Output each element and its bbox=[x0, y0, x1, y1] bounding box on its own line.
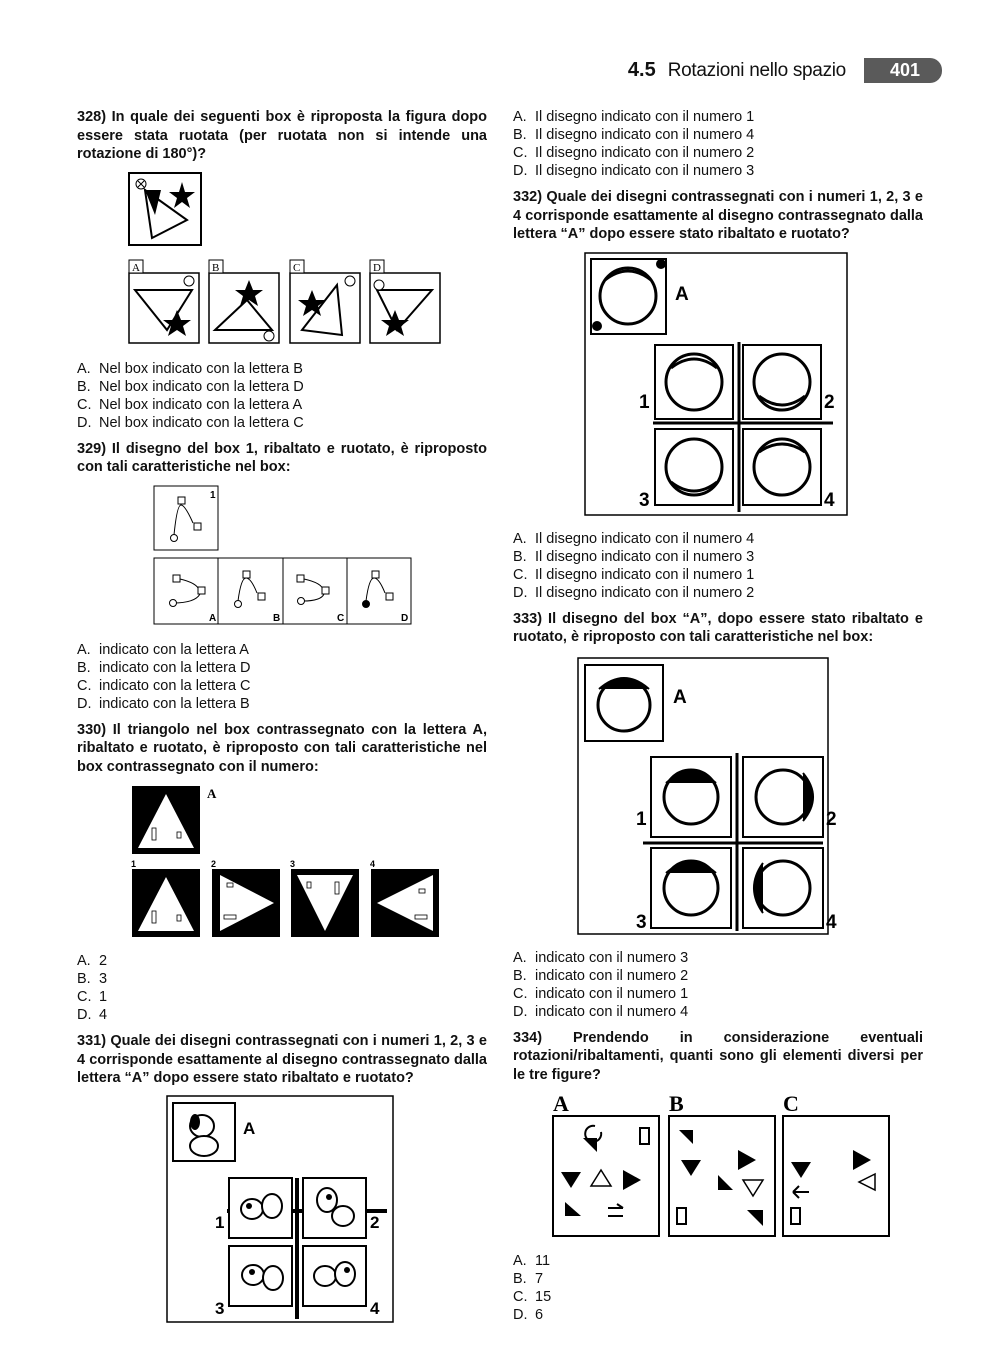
label-3: 3 bbox=[639, 489, 650, 511]
reference-box bbox=[129, 173, 201, 245]
option-b[interactable]: B. indicato con la lettera D bbox=[77, 659, 251, 676]
option-d[interactable]: D. 4 bbox=[77, 1007, 108, 1023]
ref-label: 1 bbox=[210, 489, 216, 501]
drawing-4 bbox=[303, 1246, 366, 1306]
figure-b bbox=[669, 1091, 775, 1236]
box-label-a: A bbox=[209, 612, 217, 624]
section-title: Rotazioni nello spazio bbox=[667, 59, 846, 81]
option-a[interactable]: A. 11 bbox=[513, 1253, 551, 1269]
option-b[interactable]: B. 3 bbox=[77, 971, 108, 987]
label-4: 4 bbox=[824, 489, 835, 511]
box-label-a: A bbox=[132, 261, 140, 274]
drawing-1 bbox=[229, 1178, 292, 1238]
box-label-c: C bbox=[293, 261, 301, 274]
option-b[interactable]: B. Il disegno indicato con il numero 3 bbox=[513, 548, 755, 565]
box-label-2: 2 bbox=[211, 859, 217, 869]
label-1: 1 bbox=[636, 808, 647, 830]
drawing-2 bbox=[743, 345, 821, 419]
option-a[interactable]: A. indicato con la lettera A bbox=[77, 641, 249, 658]
question-333-figure bbox=[513, 653, 923, 939]
box-label-c: C bbox=[337, 612, 345, 624]
option-b[interactable]: B. 7 bbox=[513, 1271, 544, 1287]
option-c[interactable]: C. 1 bbox=[77, 989, 108, 1005]
option-a[interactable]: A. Nel box indicato con la lettera B bbox=[77, 360, 303, 377]
option-d[interactable]: D. 6 bbox=[513, 1307, 544, 1323]
option-c[interactable]: C. Il disegno indicato con il numero 2 bbox=[513, 145, 755, 161]
ref-label: A bbox=[673, 686, 687, 708]
question-329-options bbox=[77, 641, 487, 713]
option-c[interactable]: C. Il disegno indicato con il numero 1 bbox=[513, 566, 755, 583]
page-number-badge: 401 bbox=[864, 58, 942, 83]
drawing-3 bbox=[229, 1246, 292, 1306]
option-d[interactable]: D. Il disegno indicato con il numero 3 bbox=[513, 163, 755, 179]
drawing-3 bbox=[655, 429, 733, 505]
label-4: 4 bbox=[826, 911, 837, 933]
ref-label: A bbox=[243, 1118, 256, 1138]
box-label-3: 3 bbox=[290, 859, 296, 869]
figure-c bbox=[783, 1091, 889, 1236]
question-334-text: 334) Prendendo in considerazione eventuali rotazioni/ribaltamenti, quanti sono gli elementi diversi per le tre figure? bbox=[513, 1029, 923, 1083]
box-label-b: B bbox=[212, 261, 220, 274]
drawing-4 bbox=[743, 429, 821, 505]
left-column bbox=[77, 108, 487, 1336]
label-1: 1 bbox=[639, 391, 650, 413]
option-d[interactable]: D. Il disegno indicato con il numero 2 bbox=[513, 584, 755, 601]
reference-box bbox=[132, 786, 217, 854]
fig-label-a: A bbox=[553, 1091, 569, 1116]
figure-a bbox=[553, 1091, 659, 1236]
question-328-text: 328) In quale dei seguenti box è riproposta la figura dopo essere stata ruotata (per ruotata non si intende una rotazione di 180°)? bbox=[77, 109, 487, 162]
option-box-2 bbox=[211, 859, 280, 937]
question-332-text: 332) Quale dei disegni contrassegnati con i numeri 1, 2, 3 e 4 corrisponde esattamente al disegno contrassegnato dalla lettera “A” dopo essere stato ribaltato e ruotato? bbox=[513, 189, 923, 242]
option-box-3 bbox=[290, 859, 359, 937]
option-box-4 bbox=[370, 859, 439, 937]
option-c[interactable]: C. indicato con la lettera C bbox=[77, 677, 251, 694]
page-header bbox=[628, 58, 942, 83]
question-331-options bbox=[513, 108, 923, 180]
question-330-figure bbox=[77, 782, 487, 942]
box-label-d: D bbox=[373, 261, 381, 274]
box-label-1: 1 bbox=[131, 859, 137, 869]
option-d[interactable]: D. indicato con la lettera B bbox=[77, 695, 250, 712]
drawing-2 bbox=[303, 1178, 366, 1238]
box-label-d: D bbox=[401, 612, 409, 624]
section-number: 4.5 bbox=[627, 59, 656, 81]
option-a[interactable]: A. Il disegno indicato con il numero 4 bbox=[513, 530, 755, 547]
question-332-options bbox=[513, 530, 923, 602]
drawing-3 bbox=[651, 848, 731, 928]
question-330-text: 330) Il triangolo nel box contrassegnato con la lettera A, ribaltato e ruotato, è riproposto con tali caratteristiche nel box contrassegnato con il numero: bbox=[77, 721, 487, 775]
option-box-a bbox=[129, 260, 199, 343]
option-box-d bbox=[370, 260, 440, 343]
option-c[interactable]: C. indicato con il numero 1 bbox=[513, 985, 689, 1002]
ref-label: A bbox=[207, 786, 217, 801]
question-328-figure bbox=[77, 170, 487, 350]
option-b[interactable]: B. indicato con il numero 2 bbox=[513, 967, 689, 984]
right-column bbox=[513, 108, 923, 1332]
label-2: 2 bbox=[826, 808, 837, 830]
label-3: 3 bbox=[215, 1298, 225, 1318]
option-a[interactable]: A. 2 bbox=[77, 953, 108, 969]
question-332-figure bbox=[513, 250, 923, 520]
drawing-1 bbox=[655, 345, 733, 419]
option-b[interactable]: B. Nel box indicato con la lettera D bbox=[77, 378, 304, 395]
ref-label: A bbox=[675, 283, 689, 305]
reference-box bbox=[154, 486, 218, 550]
label-2: 2 bbox=[370, 1212, 380, 1232]
question-328-options bbox=[77, 360, 487, 432]
drawing-2 bbox=[743, 757, 823, 837]
option-a[interactable]: A. Il disegno indicato con il numero 1 bbox=[513, 109, 755, 125]
option-d[interactable]: D. Nel box indicato con la lettera C bbox=[77, 414, 304, 431]
label-1: 1 bbox=[215, 1212, 225, 1232]
drawing-1 bbox=[651, 757, 731, 837]
question-334-figure bbox=[513, 1090, 923, 1242]
question-329-text: 329) Il disegno del box 1, ribaltato e ruotato, è riproposto con tali caratteristiche nel box: bbox=[77, 440, 487, 475]
fig-label-b: B bbox=[669, 1091, 684, 1116]
option-box-1 bbox=[131, 859, 200, 937]
question-334-options bbox=[513, 1252, 923, 1324]
label-2: 2 bbox=[824, 391, 835, 413]
question-329-figure bbox=[77, 483, 487, 631]
box-label-4: 4 bbox=[370, 859, 376, 869]
drawing-4 bbox=[743, 848, 823, 928]
box-label-b: B bbox=[273, 612, 281, 624]
question-330-options bbox=[77, 952, 487, 1024]
fig-label-c: C bbox=[783, 1091, 799, 1116]
option-strip bbox=[154, 558, 411, 624]
question-333-options bbox=[513, 949, 923, 1021]
option-d[interactable]: D. indicato con il numero 4 bbox=[513, 1003, 689, 1020]
option-c[interactable]: C. 15 bbox=[513, 1289, 552, 1305]
option-c[interactable]: C. Nel box indicato con la lettera A bbox=[77, 396, 303, 413]
option-box-b bbox=[209, 260, 279, 343]
label-4: 4 bbox=[370, 1298, 380, 1318]
option-a[interactable]: A. indicato con il numero 3 bbox=[513, 949, 689, 966]
option-box-c bbox=[290, 260, 360, 343]
option-b[interactable]: B. Il disegno indicato con il numero 4 bbox=[513, 127, 755, 143]
label-3: 3 bbox=[636, 911, 647, 933]
question-331-figure bbox=[77, 1094, 487, 1326]
question-331-text: 331) Quale dei disegni contrassegnati con i numeri 1, 2, 3 e 4 corrisponde esattamente al disegno contrassegnato dalla lettera “A” dopo essere stato ribaltato e ruotato? bbox=[77, 1033, 487, 1086]
question-333-text: 333) Il disegno del box “A”, dopo essere stato ribaltato e ruotato, è riproposto con tali caratteristiche nel box: bbox=[513, 610, 923, 645]
